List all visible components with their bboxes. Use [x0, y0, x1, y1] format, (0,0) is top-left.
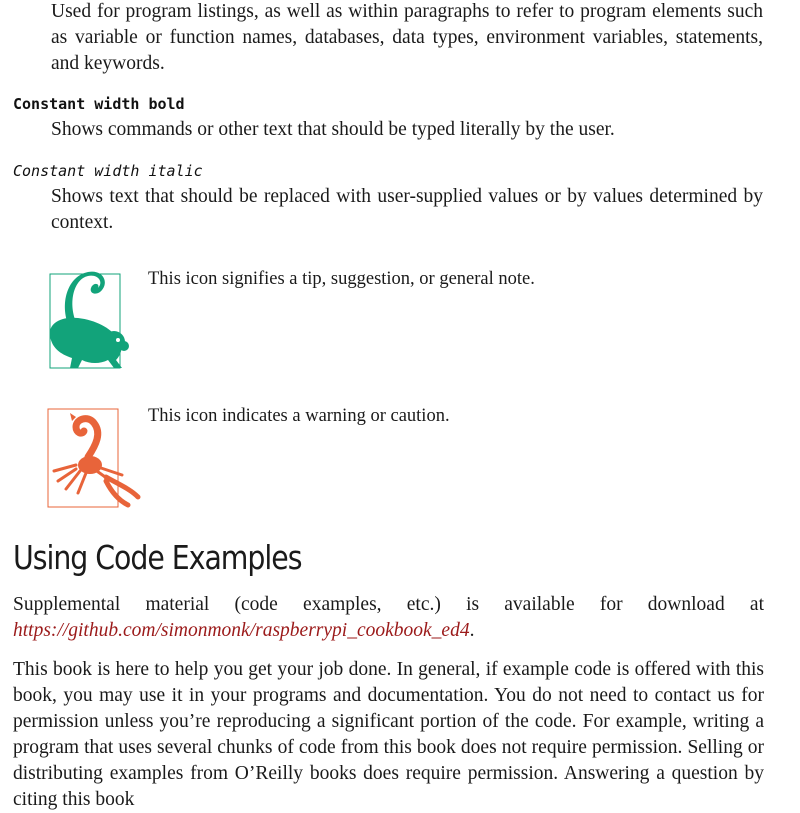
- supplemental-prefix: Supplemental material (code examples, etc.) is available for download at: [13, 594, 764, 615]
- download-link[interactable]: https://github.com/simonmonk/raspberrypi_cookbook_ed4: [13, 620, 470, 641]
- term-constant-width-bold: Constant width bold: [13, 95, 185, 113]
- constant-width-description: Used for program listings, as well as within paragraphs to refer to program elements such as variable or function names, databases, data types, environment variables, statements, and keywords.: [51, 1, 763, 74]
- supplemental-suffix: .: [469, 620, 475, 641]
- supplemental-paragraph: [13, 592, 764, 644]
- constant-width-italic-description: Shows text that should be replaced with user-supplied values or by values determined by context.: [51, 186, 763, 233]
- section-heading-wrap: [13, 538, 513, 578]
- scorpion-icon: [36, 405, 142, 509]
- body-paragraph: This book is here to help you get your job done. In general, if example code is offered with this book, you may use it in your programs and documentation. You do not need to contact us for permission unless you’re reproducing a significant portion of the code. For example, writing a program that uses several chunks of code from this book does not require permission. Selling or distributing examples from O’Reilly books does require permission. Answering a question by citing this book: [13, 659, 764, 810]
- constant-width-bold-description: Shows commands or other text that should be typed literally by the user.: [51, 119, 615, 140]
- tip-note-text: This icon signifies a tip, suggestion, or general note.: [148, 269, 535, 289]
- section-heading: Using Code Examples: [13, 538, 302, 577]
- lemur-icon: [38, 262, 130, 378]
- warning-note-text: This icon indicates a warning or caution.: [148, 406, 450, 426]
- term-constant-width-italic: Constant width italic: [13, 162, 203, 180]
